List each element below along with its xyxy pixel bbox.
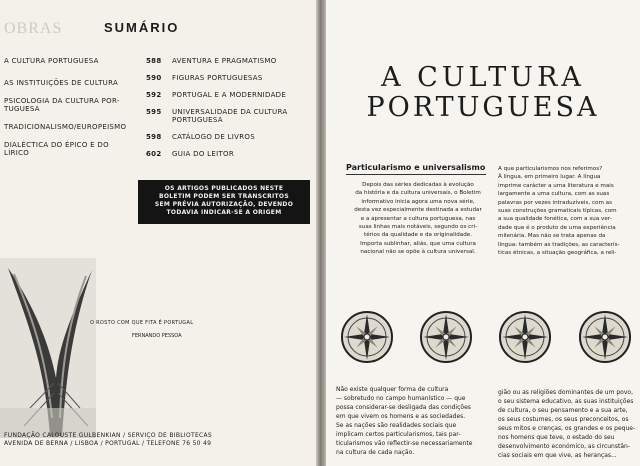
text-line: Não existe qualquer forma de cultura bbox=[336, 386, 449, 393]
text-line: Se as nações são realidades sociais que bbox=[336, 422, 457, 429]
toc-left-item: TRADICIONALISMO/EUROPEISMO bbox=[4, 123, 127, 131]
text-line: milenária. Mas não se trata apenas da bbox=[498, 233, 606, 240]
toc-entry bbox=[146, 108, 312, 116]
left-page bbox=[0, 0, 318, 466]
caravel-prow-photo bbox=[0, 258, 96, 438]
section-rule bbox=[346, 174, 486, 175]
text-line: imprime carácter a uma literatura e mais bbox=[498, 182, 614, 189]
section-heading: Particularismo e universalismo bbox=[346, 163, 486, 172]
text-line: implicam certos particularismos, tais par- bbox=[336, 431, 461, 438]
compass-rose-icon bbox=[498, 310, 552, 364]
toc-entry bbox=[146, 116, 312, 124]
text-line: possa considerar-se desligada das condições bbox=[336, 404, 471, 411]
footer-line: AVENIDA DE BERNA / LISBOA / PORTUGAL / TELEFONE 76 50 49 bbox=[4, 440, 212, 447]
article-title-line-2: PORTUGUESA bbox=[366, 92, 600, 123]
text-line: desta vez especialmente destinada a estudar bbox=[354, 207, 482, 214]
text-line: nos homens que teve, o estado do seu bbox=[498, 434, 615, 441]
toc-left-item: PSICOLOGIA DA CULTURA POR- bbox=[4, 97, 120, 105]
text-line: Importa sublinhar, aliás, que uma cultura bbox=[360, 240, 476, 247]
text-line: seus mitos e crenças, os grandes e os peque- bbox=[498, 425, 636, 432]
text-line: ticularismos vão reflectir-se necessariamente bbox=[336, 440, 473, 447]
toc-entry bbox=[146, 74, 312, 82]
text-line: a sua qualidade fonética, com a sua ver- bbox=[498, 216, 612, 223]
notice-line: SEM PRÉVIA AUTORIZAÇÃO, DEVENDO bbox=[154, 201, 294, 208]
toc-entry-title: UNIVERSALIDADE DA CULTURA bbox=[172, 108, 288, 116]
toc-entry-title: FIGURAS PORTUGUESAS bbox=[172, 74, 263, 82]
right-page bbox=[326, 0, 640, 466]
toc-page-number: 592 bbox=[146, 91, 162, 99]
text-line: na cultura de cada nação. bbox=[336, 449, 415, 456]
reprint-notice-box bbox=[138, 180, 310, 224]
text-line: Depois das séries dedicadas à evolução bbox=[362, 182, 474, 188]
toc-page-number: 598 bbox=[146, 133, 162, 141]
text-line: em que vivem os homens e as sociedades. bbox=[336, 413, 466, 420]
text-line: dade que é o produto de uma experiência bbox=[498, 224, 616, 231]
text-line: largamente a uma cultura, com as suas bbox=[498, 191, 610, 198]
text-line: de cultura, o seu pensamento e a sua arte, bbox=[498, 407, 628, 414]
text-line: À língua, em primeiro lugar. A língua bbox=[498, 174, 601, 181]
notice-line: OS ARTIGOS PUBLICADOS NESTE bbox=[164, 185, 284, 192]
toc-entry-title: AVENTURA E PRAGMATISMO bbox=[172, 57, 277, 65]
epigraph-author: FERNANDO PESSOA bbox=[132, 333, 182, 339]
toc-entry-title: GUIA DO LEITOR bbox=[172, 150, 234, 158]
article-title-line-1: A CULTURA bbox=[381, 62, 585, 93]
text-line: A que particularismos nos referimos? bbox=[498, 166, 603, 172]
text-line: cias sociais em que vive, as heranças... bbox=[498, 452, 617, 459]
body-column-1 bbox=[344, 181, 492, 257]
toc-entry-title: PORTUGUESA bbox=[172, 116, 223, 124]
sumario-title: SUMÁRIO bbox=[104, 20, 180, 35]
text-line: gião ou as religiões dominantes de um povo, bbox=[498, 389, 633, 396]
text-line: ticas étnicas, a situação geográfica, a reli- bbox=[498, 250, 617, 257]
compass-rose-icon bbox=[419, 310, 473, 364]
toc-page-number: 588 bbox=[146, 57, 162, 65]
text-line: nacional não se opõe à cultura universal. bbox=[360, 249, 476, 256]
toc-left-item: TUGUESA bbox=[4, 105, 40, 113]
text-line: — sobretudo no campo humanístico — que bbox=[336, 395, 466, 402]
body-column-4 bbox=[498, 388, 640, 460]
toc-left-item: AS INSTITUIÇÕES DE CULTURA bbox=[4, 79, 119, 87]
toc-entry bbox=[146, 150, 312, 158]
text-line: o seu sistema educativo, as suas instituições bbox=[498, 398, 634, 405]
faded-show-through-heading: OBRAS bbox=[4, 20, 63, 37]
text-line: desenvolvimento económico, as circunstân- bbox=[498, 443, 630, 450]
toc-page-number: 595 bbox=[146, 108, 162, 116]
book-gutter bbox=[316, 0, 326, 466]
compass-rose-icon bbox=[578, 310, 632, 364]
text-line: e a apresentar a cultura portuguesa, nas bbox=[360, 215, 476, 222]
toc-entry bbox=[146, 91, 312, 99]
body-column-2 bbox=[498, 165, 640, 257]
toc-entry-title: CATÁLOGO DE LIVROS bbox=[172, 133, 255, 141]
toc-left-item: A CULTURA PORTUGUESA bbox=[4, 57, 99, 65]
footer-line: FUNDAÇÃO CALOUSTE GULBENKIAN / SERVIÇO DE BIBLIOTECAS bbox=[4, 432, 213, 439]
toc-entry bbox=[146, 133, 312, 141]
notice-line: TODAVIA INDICAR-SE A ORIGEM bbox=[166, 209, 282, 216]
toc-left-item: LÍRICO bbox=[4, 149, 30, 157]
notice-line: BOLETIM PODEM SER TRANSCRITOS bbox=[159, 193, 289, 200]
text-line: suas construções gramaticais típicas, com bbox=[498, 208, 617, 215]
text-line: informativo inicia agora uma nova série, bbox=[361, 198, 475, 205]
epigraph-quote: O ROSTO COM QUE FITA É PORTUGAL bbox=[90, 320, 194, 326]
body-column-3 bbox=[336, 385, 491, 457]
text-line: térios da qualidade e da originalidade. bbox=[364, 232, 472, 239]
text-line: da história e da cultura universais, o Boletim bbox=[355, 190, 481, 197]
toc-left-item: DIALÉCTICA DO ÉPICO E DO bbox=[4, 141, 109, 149]
compass-rose-icon bbox=[340, 310, 394, 364]
toc-page-number: 602 bbox=[146, 150, 162, 158]
toc-page-number: 590 bbox=[146, 74, 162, 82]
toc-entry-title: PORTUGAL E A MODERNIDADE bbox=[172, 91, 287, 99]
text-line: suas linhas mais notáveis, segundo os cri- bbox=[358, 224, 478, 231]
toc-entry bbox=[146, 57, 312, 65]
toc-page-number bbox=[146, 116, 172, 124]
text-line: palavras por vezes intraduzíveis, com as bbox=[498, 199, 613, 206]
text-line: língua: também as tradições, as caracterís- bbox=[498, 241, 620, 248]
text-line: os seus costumes, os seus preconceitos, os bbox=[498, 416, 629, 423]
publisher-footer bbox=[4, 432, 212, 448]
